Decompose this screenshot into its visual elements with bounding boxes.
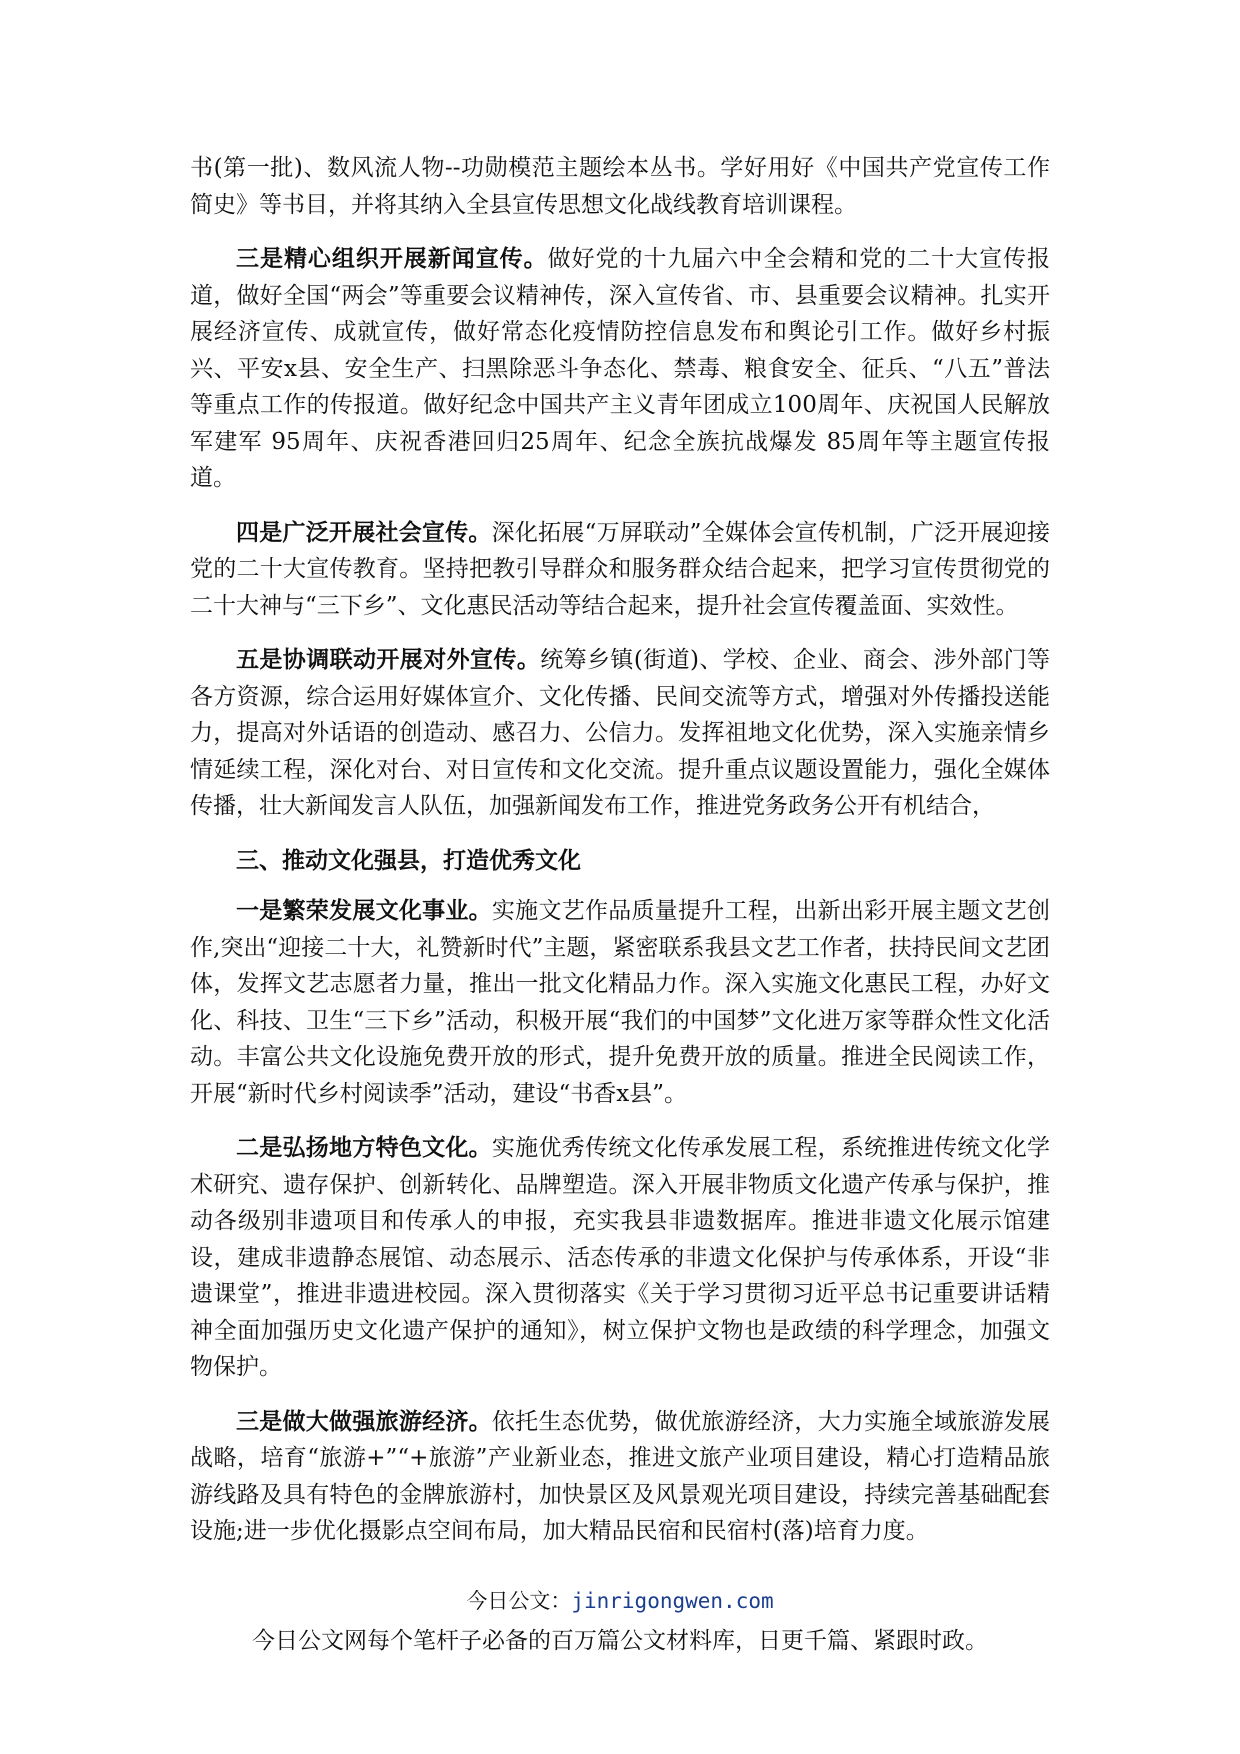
footer-brand [0,1585,1240,1615]
paragraph-text: 实施优秀传统文化传承发展工程，系统推进传统文化学术研究、遗存保护、创新转化、品牌塑造。深入开展非物质文化遗产传承与保护，推动各级别非遗项目和传承人的申报，充实我县非遗数据库。推进非遗文化展示馆建设，建成非遗静态展馆、动态展示、活态传承的非遗文化保护与传承体系，开设“非遗课堂”，推进非遗进校园。深入贯彻落实《关于学习贯彻习近平总书记重要讲话精神全面加强历史文化遗产保护的通知》，树立保护文物也是政绩的科学理念，加强文物保护。 [190,1135,1051,1380]
paragraph-lead: 三是做大做强旅游经济。 [236,1407,492,1435]
paragraph-news-publicity [190,241,1050,497]
footer-site-link[interactable]: jinrigongwen.com [571,1589,774,1613]
paragraph-text: 统筹乡镇(街道)、学校、企业、商会、涉外部门等各方资源，综合运用好媒体宣介、文化传播、民间交流等方式，增强对外传播投送能力，提高对外话语的创造动、感召力、公信力。发挥祖地文化优势，深入实施亲情乡情延续工程，深化对台、对日宣传和文化交流。提升重点议题设置能力，强化全媒体传播，壮大新闻发言人队伍，加强新闻发布工作，推进党务政务公开有机结合， [190,647,1050,819]
paragraph-lead: 一是繁荣发展文化事业。 [236,897,492,924]
paragraph-lead: 二是弘扬地方特色文化。 [236,1134,492,1161]
paragraph-lead: 四是广泛开展社会宣传。 [236,518,492,546]
paragraph-tourism-economy [190,1404,1050,1550]
paragraph-0 [190,150,1050,223]
paragraph-text: 做好党的十九届六中全会精和党的二十大宣传报道，做好全国“两会”等重要会议精神传，深入宣传省、市、县重要会议精神。扎实开展经济宣传、成就宣传，做好常态化疫情防控信息发布和舆论引工作。做好乡村振兴、平安x县、安全生产、扫黑除恶斗争态化、禁毒、粮食安全、征兵、“八五”普法等重点工作的传报道。做好纪念中国共产主义青年团成立100周年、庆祝国人民解放军建军 95周年、庆祝香港回归25周年、纪念全族抗战爆发 85周年等主题宣传报道。 [190,246,1051,491]
paragraph-lead: 三是精心组织开展新闻宣传。 [236,245,548,272]
footer-brand-label: 今日公文： [466,1589,572,1613]
section-heading-text: 三、推动文化强县，打造优秀文化 [236,846,581,874]
paragraph-external-publicity [190,642,1050,825]
section-heading [190,843,1050,880]
paragraph-text: 深化拓展“万屏联动”全媒体会宣传机制，广泛开展迎接党的二十大宣传教育。坚持把教引导群众和服务群众结合起来，把学习宣传贯彻党的二十大神与“三下乡”、文化惠民活动等结合起来，提升社会宣传覆盖面、实效性。 [190,519,1050,619]
paragraph-text: 实施文艺作品质量提升工程，出新出彩开展主题文艺创作,突出“迎接二十大，礼赞新时代”主题，紧密联系我县文艺工作者，扶持民间文艺团体，发挥文艺志愿者力量，推出一批文化精品力作。深入实施文化惠民工程，办好文化、科技、卫生“三下乡”活动，积极开展“我们的中国梦”文化进万家等群众性文化活动。丰富公共文化设施免费开放的形式，提升免费开放的质量。推进全民阅读工作，开展“新时代乡村阅读季”活动，建设“书香x县”。 [190,898,1051,1107]
document-body [190,150,1050,1568]
paragraph-text: 依托生态优势，做优旅游经济，大力实施全域旅游发展战略，培育“旅游+”“+旅游”产业新业态，推进文旅产业项目建设，精心打造精品旅游线路及具有特色的金牌旅游村，加快景区及风景观光项目建设，持续完善基础配套设施;进一步优化摄影点空间布局，加大精品民宿和民宿村(落)培育力度。 [190,1408,1051,1544]
paragraph-social-publicity [190,515,1050,625]
paragraph-local-culture [190,1130,1050,1386]
paragraph-text: 书(第一批)、数风流人物--功勋模范主题绘本丛书。学好用好《中国共产党宣传工作简史》等书目，并将其纳入全县宣传思想文化战线教育培训课程。 [190,155,1050,218]
paragraph-lead: 五是协调联动开展对外宣传。 [236,646,541,673]
paragraph-culture-cause [190,893,1050,1112]
footer-slogan: 今日公文网每个笔杆子必备的百万篇公文材料库，日更千篇、紧跟时政。 [252,1628,988,1654]
